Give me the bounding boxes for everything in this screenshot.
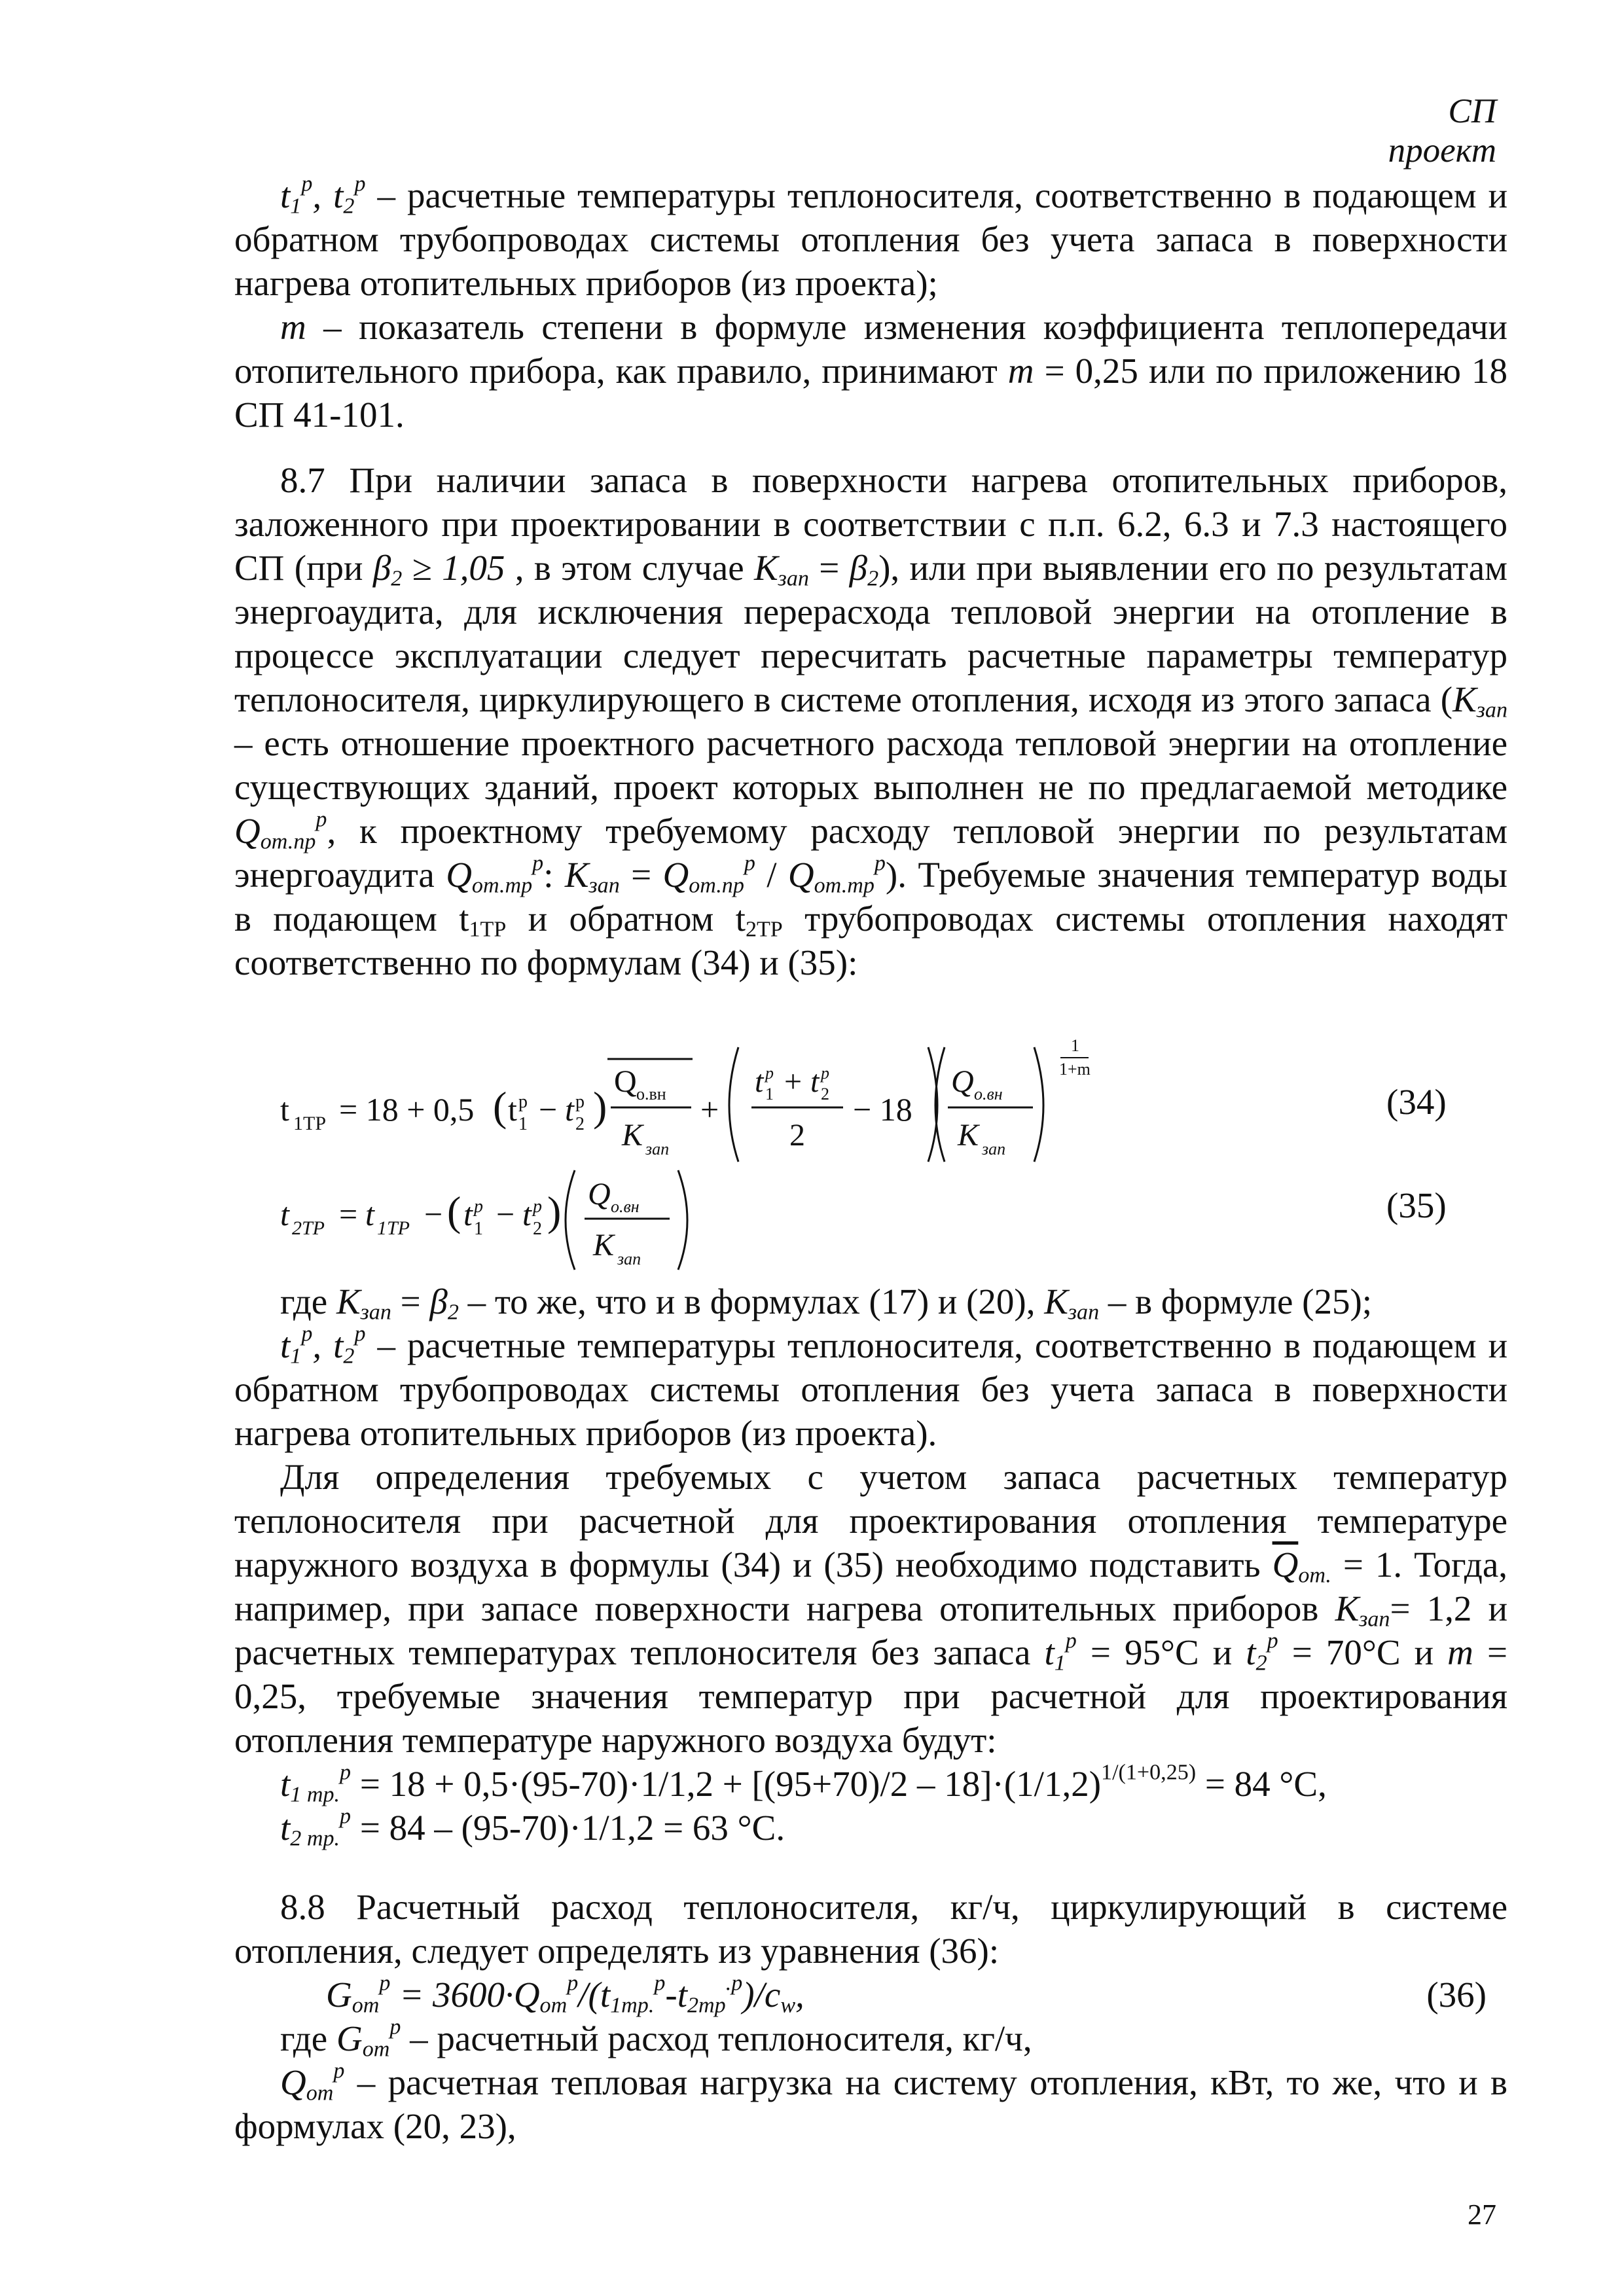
page-number: 27 bbox=[1468, 2198, 1496, 2231]
section-8-8 bbox=[234, 1885, 1507, 2148]
eq35-paren-open: ( bbox=[447, 1188, 461, 1234]
equation-35 bbox=[234, 1165, 1507, 1276]
eq35-t1-sup: p bbox=[474, 1196, 483, 1217]
eq34-big-paren-open bbox=[729, 1047, 738, 1162]
eq35-t2-sup: p bbox=[533, 1196, 542, 1217]
eq34-lhs: t bbox=[280, 1091, 289, 1128]
eq34-k-sub: зап bbox=[645, 1139, 670, 1158]
eq35-big-paren-close bbox=[678, 1170, 687, 1270]
eq34-sum-t2-sub: 2 bbox=[821, 1085, 829, 1103]
eq34-q-sub: о.вн bbox=[636, 1085, 666, 1103]
header-code: СП bbox=[1448, 92, 1496, 130]
eq35-q: Q bbox=[588, 1177, 611, 1211]
eq35-t1: t bbox=[463, 1196, 473, 1232]
eq34-big-paren2-close bbox=[1034, 1047, 1043, 1162]
eq35-minus: − bbox=[424, 1196, 443, 1232]
equation-34-graphic bbox=[234, 1034, 1507, 1165]
definitions-block bbox=[234, 173, 1507, 437]
eq34-t2: t bbox=[565, 1091, 574, 1128]
eq34-q2-sub: о.вн bbox=[974, 1085, 1003, 1103]
eq35-rhs-t: t bbox=[365, 1196, 374, 1232]
eq35-paren-close: ) bbox=[547, 1188, 562, 1234]
eq34-k2: К bbox=[958, 1118, 979, 1153]
eq34-k2-sub: зап bbox=[982, 1139, 1006, 1158]
eq34-k: К bbox=[622, 1118, 643, 1153]
header-status: проект bbox=[1388, 132, 1496, 170]
paragraph-where-kzap: где $К_{зап} = \beta_2$ – то же, что и в формулах (17) и (20), $К_{зап}$ – в формуле (25); bbox=[280, 1282, 1373, 1325]
equation-35-graphic bbox=[234, 1165, 1507, 1276]
eq35-t1-sub: 1 bbox=[474, 1219, 483, 1239]
eq34-coef: = 18 + 0,5 bbox=[339, 1091, 475, 1128]
eq35-number: (35) bbox=[1386, 1185, 1447, 1225]
eq35-k: К bbox=[593, 1228, 614, 1263]
eq35-inner-minus: − bbox=[496, 1196, 515, 1232]
eq34-sum-t1-sup: p bbox=[765, 1064, 774, 1083]
eq34-exp-num: 1 bbox=[1071, 1036, 1079, 1055]
paragraph-8-7: 8.7 При наличии запаса в поверхности нагрева отопительных приборов, заложенного при проектировании в соответствии с п.п. 6.2, 6.3 и 7.3 настоящего СП (при $\beta_2 \ge 1,05$ , в этом случае $К_{зап} = \beta_2$), или при выявлении его по результатам энергоаудита, для исключения перерасхода тепловой энергии на отопление в процессе эксплуатации следует пересчитать расчетные параметры температур теплоносителя, циркулирующего в системе отопления, исходя из этого запаса ($К_{зап}$ – есть отношение проектного расчетного расхода тепловой энергии на отопление существующих зданий, проект которых выполнен не по предлагаемой методике $Q_{от.пр}^p$, к проектному требуемому расходу тепловой энергии по результатам энергоаудита $Q_{от.тр}^p$: $К_{зап} = Q_{от.пр}^p / Q_{от.тр}^p$). Требуемые значения температур воды в подающем $t_{1ТР}$ и обратном $t_{2ТР}$ трубопроводах системы отопления находят соответственно по формулам (34) и (35): bbox=[234, 460, 1507, 982]
equation-34 bbox=[234, 1034, 1507, 1165]
eq35-eq: = bbox=[339, 1196, 358, 1232]
eq34-sum-plus: + bbox=[784, 1064, 803, 1099]
paragraph-t1-t2-definition: $t_1^p$, $t_2^p$ – расчетные температуры теплоносителя, соответственно в подающем и обратном трубопроводах системы отопления без учета запаса в поверхности нагрева отопительных приборов (из проекта); bbox=[234, 171, 1508, 303]
eq34-paren-close: ) bbox=[593, 1083, 607, 1130]
calc-line-t1: $t_{1 тр.}^p = 18 + 0,5\cdot(95-70)\cdot 1/1,2 + [(95+70)/2 - 18]\cdot(1/1,2)^{1/(1+0,25)} = 84$ °С, bbox=[280, 1760, 1327, 1807]
eq35-q-sub: о.вн bbox=[611, 1197, 640, 1216]
eq34-plus: + bbox=[700, 1091, 719, 1128]
eq34-sum-t1-sub: 1 bbox=[765, 1085, 774, 1103]
eq34-sum-t2: t bbox=[810, 1064, 820, 1099]
equation-36: $G_{от}^p = 3600\cdot Q_{от}^p/(t_{1тр.}^p-t_{2тр}^{.p})/c_w$, (36) bbox=[326, 1971, 1487, 2018]
eq34-minus: − bbox=[539, 1091, 558, 1128]
paragraph-8-8: 8.8 Расчетный расход теплоносителя, кг/ч, циркулирующий в системе отопления, следует определять из уравнения (36): bbox=[234, 1887, 1507, 1971]
calc-line-t2: $t_{2 тр.}^p = 84 - (95-70)\cdot 1/1,2 = 63$ °С. bbox=[280, 1804, 785, 1851]
eq34-paren-open: ( bbox=[493, 1083, 507, 1130]
paragraph-t1-t2-definition-2: $t_1^p$, $t_2^p$ – расчетные температуры теплоносителя, соответственно в подающем и обратном трубопроводах системы отопления без учета запаса в поверхности нагрева отопительных приборов (из проекта). bbox=[234, 1321, 1508, 1453]
eq35-rhs-sub: 1ТР bbox=[377, 1217, 410, 1239]
eq34-q: Q bbox=[614, 1064, 637, 1099]
eq35-lhs: t bbox=[280, 1196, 289, 1232]
paragraph-where-g: где $G_{от}^p$ – расчетный расход теплоносителя, кг/ч, bbox=[280, 2015, 1032, 2062]
eq34-t1: t bbox=[508, 1091, 517, 1128]
eq34-t2-sup: p bbox=[575, 1092, 585, 1112]
paragraph-q-definition: $Q_{от}^p$ – расчетная тепловая нагрузка на систему отопления, кВт, то же, что и в формулах (20, 23), bbox=[234, 2058, 1507, 2146]
eq36-number: (36) bbox=[1426, 1975, 1487, 2015]
eq34-minus18: − 18 bbox=[853, 1091, 912, 1128]
after-formulas-block bbox=[234, 1280, 1507, 1850]
eq34-q2: Q bbox=[951, 1064, 974, 1099]
section-8-7 bbox=[234, 458, 1507, 984]
paragraph-example: Для определения требуемых с учетом запаса расчетных температур теплоносителя при расчетной для проектирования отопления температуре наружного воздуха в формулы (34) и (35) необходимо подставить $\overline{Q}_{от.} = 1$. Тогда, например, при запасе поверхности нагрева отопительных приборов $К_{зап}= 1,2$ и расчетных температурах теплоносителя без запаса $t_1^p = 95^\circ С$ и $t_2^p = 70^\circ С$ и m = 0,25, требуемые значения температур при расчетной для проектирования отопления температуре наружного воздуха будут: bbox=[234, 1457, 1508, 1760]
eq35-t2: t bbox=[522, 1196, 532, 1232]
eq34-t1-sup: p bbox=[518, 1092, 528, 1112]
eq34-sum-t1: t bbox=[755, 1064, 764, 1099]
eq34-lhs-sub: 1ТР bbox=[293, 1113, 327, 1134]
eq34-half-den: 2 bbox=[789, 1118, 805, 1153]
paragraph-m-definition: m – показатель степени в формуле изменения коэффициента теплопередачи отопительного прибора, как правило, принимают m = 0,25 или по приложению 18 СП 41-101. bbox=[234, 307, 1507, 435]
eq34-sum-t2-sup: p bbox=[821, 1064, 829, 1083]
eq35-big-paren-open bbox=[566, 1170, 575, 1270]
eq34-t2-sub: 2 bbox=[575, 1114, 585, 1134]
eq34-number: (34) bbox=[1386, 1082, 1447, 1122]
eq35-lhs-sub: 2ТР bbox=[292, 1217, 325, 1239]
eq34-t1-sub: 1 bbox=[518, 1114, 528, 1134]
eq34-exp-den: 1+m bbox=[1059, 1060, 1091, 1079]
eq35-k-sub: зап bbox=[617, 1249, 641, 1268]
eq35-t2-sub: 2 bbox=[533, 1219, 542, 1239]
